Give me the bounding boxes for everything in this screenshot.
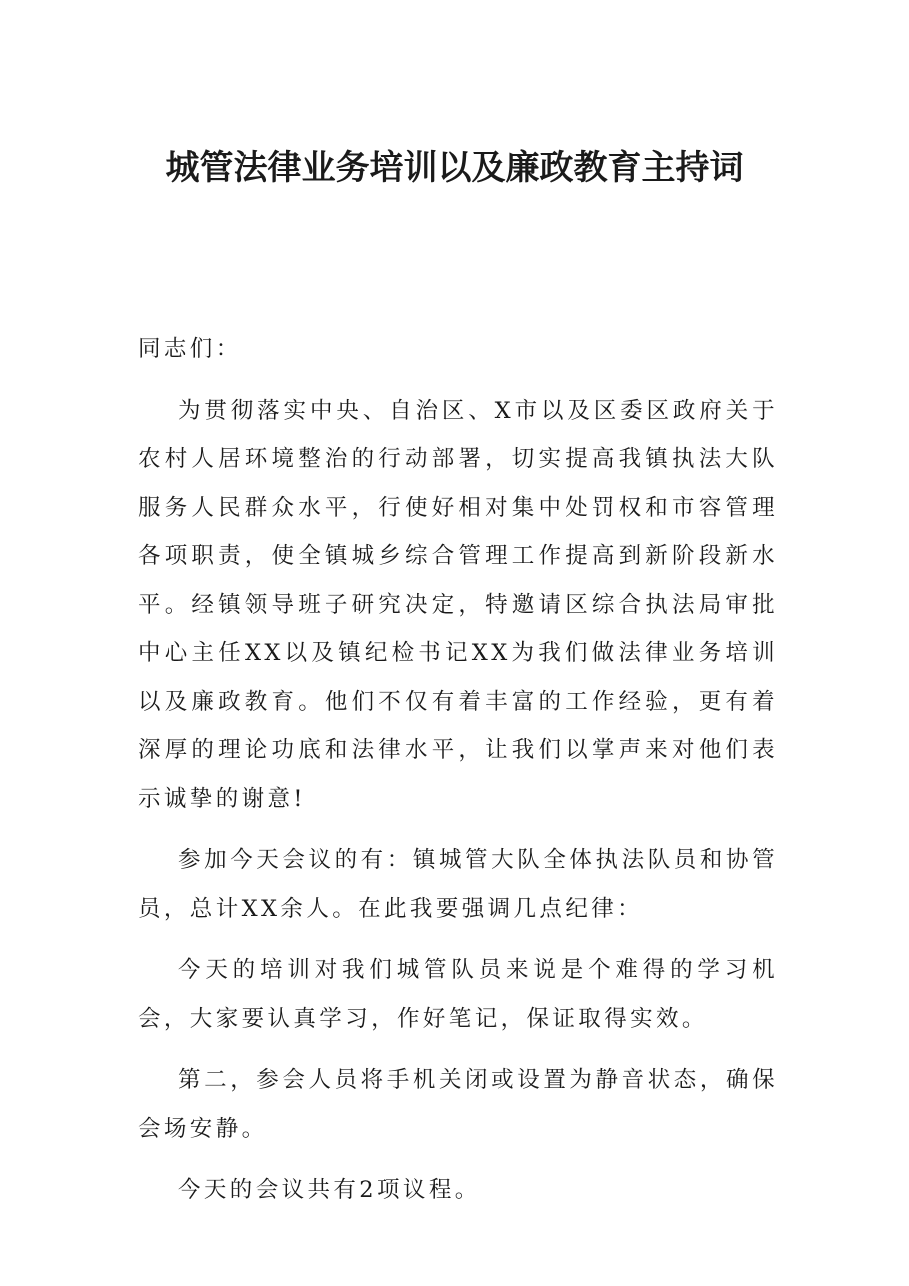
paragraph-discipline-2: 第二，参会人员将手机关闭或设置为静音状态，确保会场安静。 — [138, 1067, 778, 1142]
salutation: 同志们： — [138, 336, 242, 362]
paragraph-agenda: 今天的会议共有2项议程。 — [178, 1177, 481, 1203]
paragraph-attendees: 参加今天会议的有：镇城管大队全体执法队员和协管员，总计XX余人。在此我要强调几点纪律： — [138, 847, 778, 922]
paragraph-intro: 为贯彻落实中央、自治区、X市以及区委区政府关于农村人居环境整治的行动部署，切实提高我镇执法大队服务人民群众水平，行使好相对集中处罚权和市容管理各项职责，使全镇城乡综合管理工作提高到新阶段新水平。经镇领导班子研究决定，特邀请区综合执法局审批中心主任XX以及镇纪检书记XX为我们做法律业务培训以及廉政教育。他们不仅有着丰富的工作经验，更有着深厚的理论功底和法律水平，让我们以掌声来对他们表示诚挚的谢意! — [138, 397, 778, 812]
paragraph-discipline-1: 今天的培训对我们城管队员来说是个难得的学习机会，大家要认真学习，作好笔记，保证取得实效。 — [138, 957, 778, 1032]
document-body — [138, 325, 778, 1228]
document-title: 城管法律业务培训以及廉政教育主持词 — [165, 148, 744, 188]
